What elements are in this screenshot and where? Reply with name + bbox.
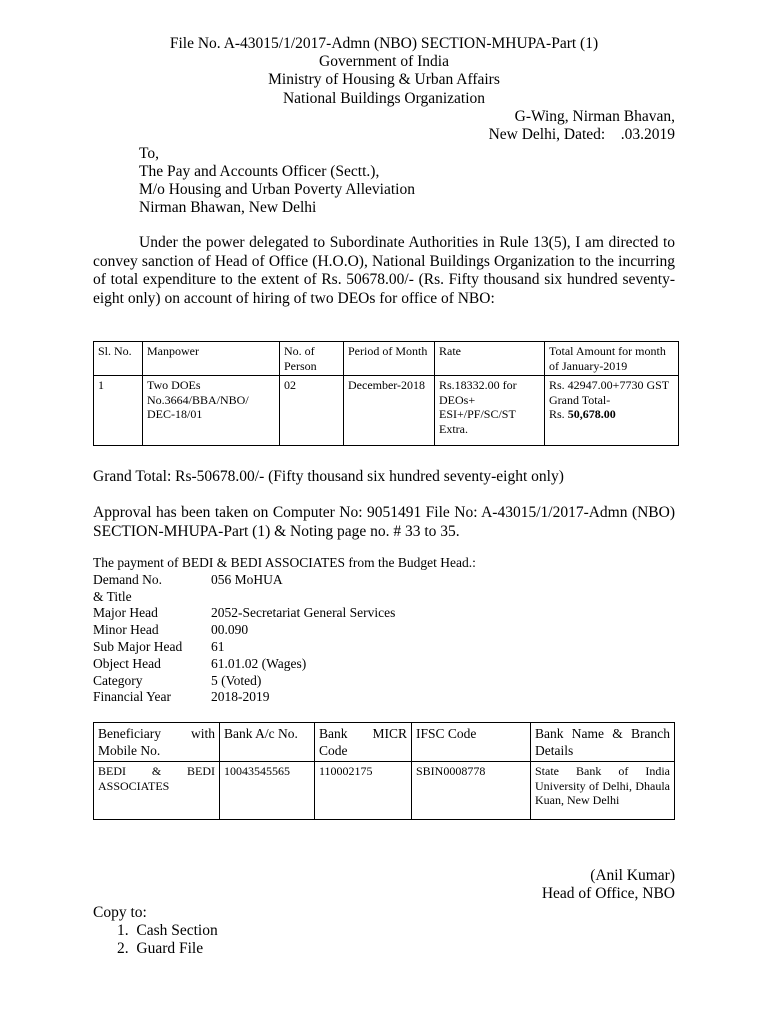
file-number: File No. A-43015/1/2017-Admn (NBO) SECTION-MHUPA-Part (1) (169, 35, 599, 52)
demand-value: 056 MoHUA (211, 572, 283, 587)
cell-period: December-2018 (344, 376, 435, 446)
cell-total (545, 376, 679, 446)
cell-persons: 02 (280, 376, 344, 446)
object-head-label: Object Head (93, 656, 161, 671)
header-total-amount: Total Amount for month of January-2019 (545, 342, 679, 376)
cell-branch: State Bank of India University of Delhi, Dhaula Kuan, New Delhi (531, 762, 675, 820)
total-line-3 (549, 407, 674, 422)
title-label: & Title (93, 589, 132, 604)
minor-head-label: Minor Head (93, 622, 159, 637)
sanction-table (93, 341, 679, 446)
recipient-line-3: Nirman Bhawan, New Delhi (139, 199, 317, 216)
category-label: Category (93, 673, 143, 688)
object-head-value: 61.01.02 (Wages) (211, 656, 307, 671)
financial-year-label: Financial Year (93, 689, 171, 704)
office-address: G-Wing, Nirman Bhavan, (514, 108, 675, 125)
category-value: 5 (Voted) (211, 673, 262, 688)
sub-major-head-row (93, 639, 225, 656)
header-micr: Bank MICR Code (315, 723, 412, 762)
government-title: Government of India (319, 53, 449, 70)
list-item: 1. Cash Section (117, 922, 218, 939)
sanction-table-header (94, 342, 679, 376)
header-period: Period of Month (344, 342, 435, 376)
total-line-2: Grand Total- (549, 392, 611, 407)
header-no-of-person: No. of Person (280, 342, 344, 376)
cell-micr: 110002175 (315, 762, 412, 820)
payment-intro: The payment of BEDI & BEDI ASSOCIATES from the Budget Head.: (93, 555, 476, 570)
major-head-value: 2052-Secretariat General Services (211, 605, 396, 620)
total-grand-amount: 50,678.00 (567, 407, 616, 421)
to-label: To, (139, 145, 160, 162)
financial-year-value: 2018-2019 (211, 689, 270, 704)
table-row (94, 376, 679, 446)
recipient-line-2: M/o Housing and Urban Poverty Alleviation (139, 181, 415, 198)
category-row (93, 673, 261, 690)
table-row (94, 762, 675, 820)
total-prefix: Rs. (549, 407, 568, 421)
bank-details-table (93, 722, 675, 820)
list-item: 2. Guard File (117, 940, 204, 957)
demand-label: Demand No. (93, 572, 162, 587)
signatory-name: (Anil Kumar) (590, 867, 675, 884)
cell-manpower: Two DOEs No.3664/BBA/NBO/ DEC-18/01 (143, 376, 280, 446)
header-bank-branch: Bank Name & Branch Details (531, 723, 675, 762)
sub-major-head-value: 61 (211, 639, 225, 654)
major-head-label: Major Head (93, 605, 158, 620)
header-manpower: Manpower (143, 342, 280, 376)
cell-account: 10043545565 (220, 762, 315, 820)
recipient-line-1: The Pay and Accounts Officer (Sectt.), (139, 163, 380, 180)
financial-year-row (93, 689, 270, 706)
organization-title: National Buildings Organization (282, 90, 486, 107)
header-sl-no: Sl. No. (94, 342, 143, 376)
minor-head-value: 00.090 (211, 622, 249, 637)
cell-ifsc: SBIN0008778 (412, 762, 531, 820)
dated-line: New Delhi, Dated: .03.2019 (488, 126, 675, 143)
copy-to-label: Copy to: (93, 904, 147, 921)
header-rate: Rate (435, 342, 545, 376)
header-ifsc: IFSC Code (412, 723, 531, 762)
cell-rate: Rs.18332.00 for DEOs+ ESI+/PF/SC/ST Extra. (435, 376, 545, 446)
approval-paragraph: Approval has been taken on Computer No: 9051491 File No: A-43015/1/2017-Admn (NBO) SECTION-MHUPA-Part (1) & Noting page no. # 33 to 35. (93, 504, 675, 540)
header-bank-ac: Bank A/c No. (220, 723, 315, 762)
sub-major-head-label: Sub Major Head (93, 639, 183, 654)
total-line-1: Rs. 42947.00+7730 GST (549, 378, 670, 392)
bank-table-header (94, 723, 675, 762)
major-head-row (93, 605, 395, 622)
object-head-row (93, 656, 306, 673)
sanction-paragraph: Under the power delegated to Subordinate Authorities in Rule 13(5), I am directed to convey sanction of Head of Office (H.O.O), National Buildings Organization to the incurring of total expenditure to the extent of Rs. 50678.00/- (Rs. Fifty thousand six hundred seventy-eight only) on account of hiring of two DEOs for office of NBO: (93, 234, 675, 307)
demand-row (93, 572, 283, 589)
ministry-title: Ministry of Housing & Urban Affairs (268, 71, 500, 88)
header-beneficiary: Beneficiary with Mobile No. (94, 723, 220, 762)
minor-head-row (93, 622, 248, 639)
cell-beneficiary: BEDI & BEDI ASSOCIATES (94, 762, 220, 820)
cell-sl: 1 (94, 376, 143, 446)
grand-total-line: Grand Total: Rs-50678.00/- (Fifty thousand six hundred seventy-eight only) (93, 468, 564, 485)
signatory-designation: Head of Office, NBO (541, 885, 675, 902)
